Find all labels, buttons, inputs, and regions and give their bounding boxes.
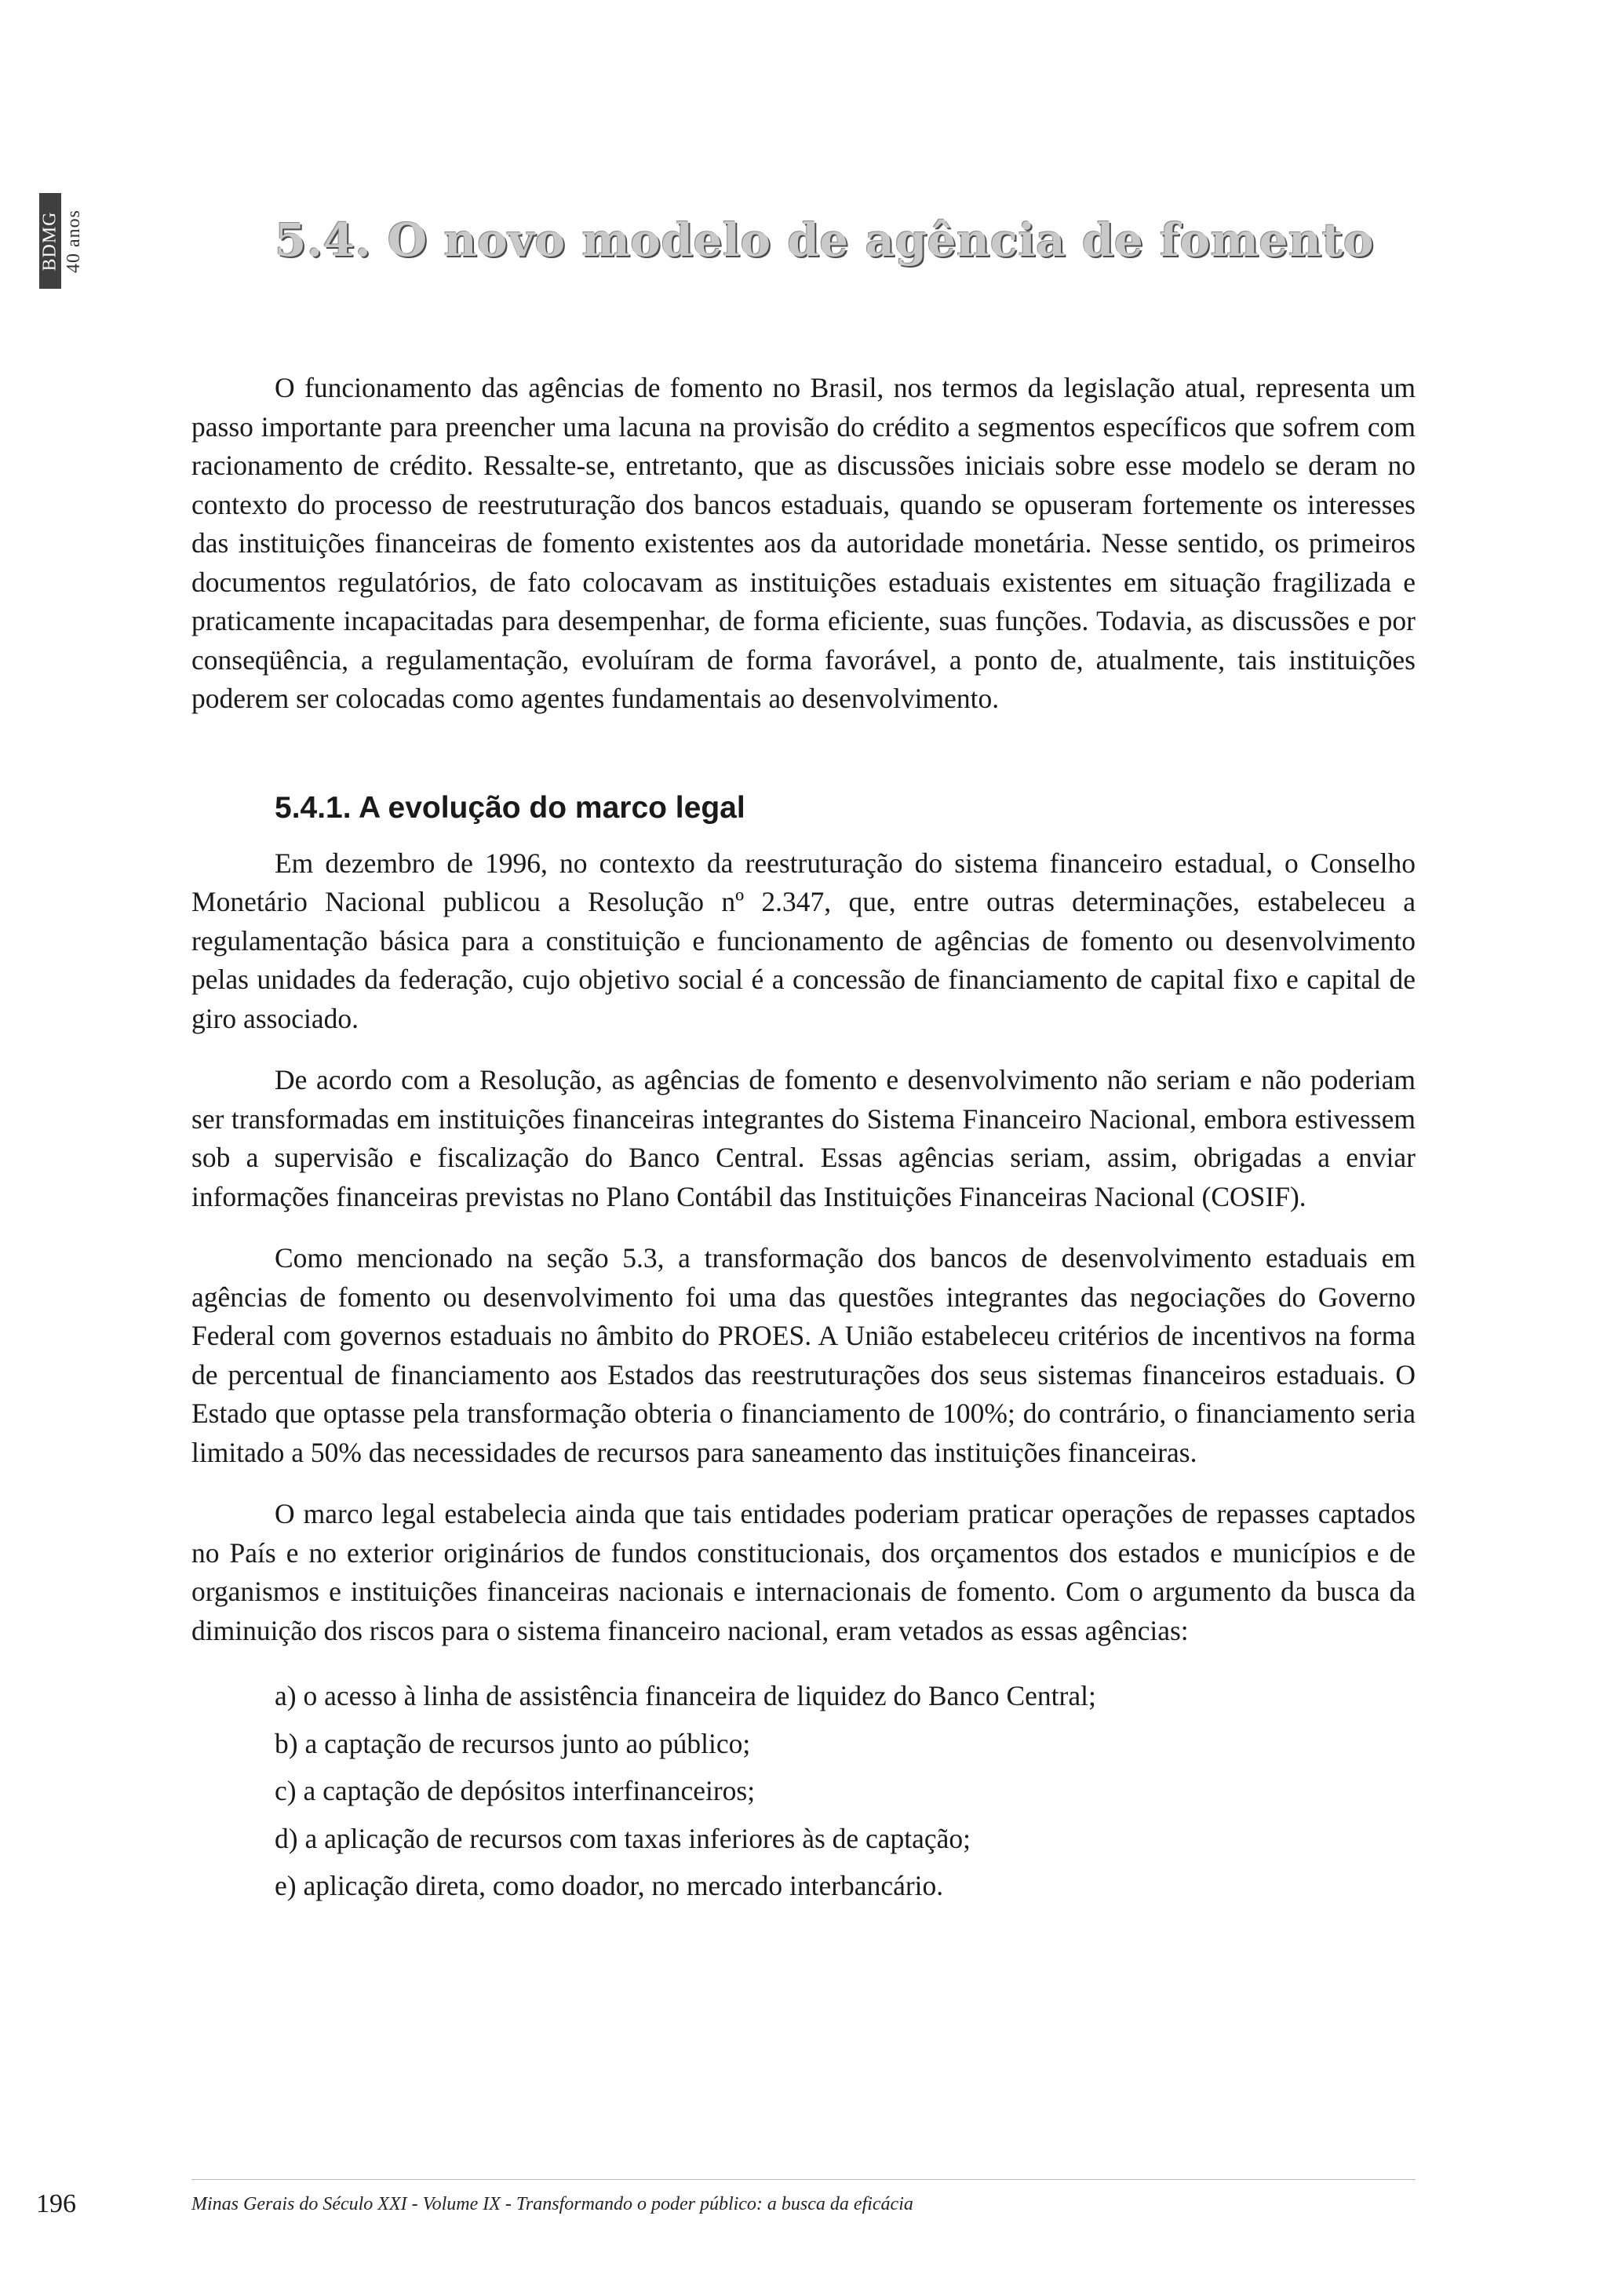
subsection-title: 5.4.1. A evolução do marco legal (275, 790, 745, 825)
body-content (191, 369, 1416, 1915)
anniversary-text: 40 anos (63, 209, 84, 273)
intro-paragraph: O funcionamento das agências de fomento no Brasil, nos termos da legislação atual, representa um passo importante para preencher uma lacuna na provisão do crédito a segmentos específicos que sofrem com racionamento de crédito. Ressalte-se, entretanto, que as discussões iniciais sobre esse modelo se deram no contexto do processo de reestruturação dos bancos estaduais, quando se opuseram fortemente os interesses das instituições financeiras de fomento existentes aos da autoridade monetária. Nesse sentido, os primeiros documentos regulatórios, de fato colocavam as instituições estaduais existentes em situação fragilizada e praticamente incapacitadas para desempenhar, de forma eficiente, suas funções. Todavia, as discussões e por conseqüência, a regulamentação, evoluíram de forma favorável, a ponto de, atualmente, tais instituições poderem ser colocadas como agentes fundamentais ao desenvolvimento. (191, 372, 1416, 714)
list-item: a) o acesso à linha de assistência financeira de liquidez do Banco Central; (275, 1680, 1096, 1711)
anniversary-label (63, 193, 85, 289)
body-paragraph: O marco legal estabelecia ainda que tais entidades poderiam praticar operações de repasses captados no País e no exterior originários de fundos constitucionais, dos orçamentos dos estados e municípios e de organismos e instituições financeiras nacionais e internacionais de fomento. Com o argumento da busca da diminuição dos riscos para o sistema financeiro nacional, eram vetados as essas agências: (191, 1498, 1416, 1646)
sidebar-tab (39, 193, 86, 289)
list-item: d) a aplicação de recursos com taxas inferiores às de captação; (275, 1822, 971, 1854)
body-paragraph: Como mencionado na seção 5.3, a transformação dos bancos de desenvolvimento estaduais em agências de fomento ou desenvolvimento foi uma das questões integrantes das negociações do Governo Federal com governos estaduais no âmbito do PROES. A União estabeleceu critérios de incentivos na forma de percentual de financiamento aos Estados das reestruturações dos seus sistemas financeiros estaduais. O Estado que optasse pela transformação obteria o financiamento de 100%; do contrário, o financiamento seria limitado a 50% das necessidades de recursos para saneamento das instituições financeiras. (191, 1242, 1416, 1468)
list-item: c) a captação de depósitos interfinanceiros; (275, 1775, 756, 1806)
body-paragraph: De acordo com a Resolução, as agências de fomento e desenvolvimento não seriam e não poderiam ser transformadas em instituições financeiras integrantes do Sistema Financeiro Nacional, embora estivessem sob a supervisão e fiscalização do Banco Central. Essas agências seriam, assim, obrigadas a enviar informações financeiras previstas no Plano Contábil das Instituições Financeiras Nacional (COSIF). (191, 1064, 1416, 1212)
brand-label (39, 193, 61, 289)
list-item: b) a captação de recursos junto ao público; (275, 1727, 751, 1759)
footer-divider (191, 2179, 1416, 2180)
section-title: 5.4. O novo modelo de agência de fomento (275, 213, 1375, 267)
brand-text: BDMG (39, 210, 60, 272)
page-number: 196 (36, 2189, 76, 2218)
list-item: e) aplicação direta, como doador, no mercado interbancário. (275, 1870, 944, 1901)
body-paragraph: Em dezembro de 1996, no contexto da reestruturação do sistema financeiro estadual, o Conselho Monetário Nacional publicou a Resolução nº 2.347, que, entre outras determinações, estabeleceu a regulamentação básica para a constituição e funcionamento de agências de fomento ou desenvolvimento pelas unidades da federação, cujo objetivo social é a concessão de financiamento de capital fixo e capital de giro associado. (191, 847, 1416, 1034)
running-footer: Minas Gerais do Século XXI - Volume IX - Transformando o poder público: a busca da eficácia (191, 2194, 913, 2214)
restrictions-list (275, 1677, 1416, 1906)
